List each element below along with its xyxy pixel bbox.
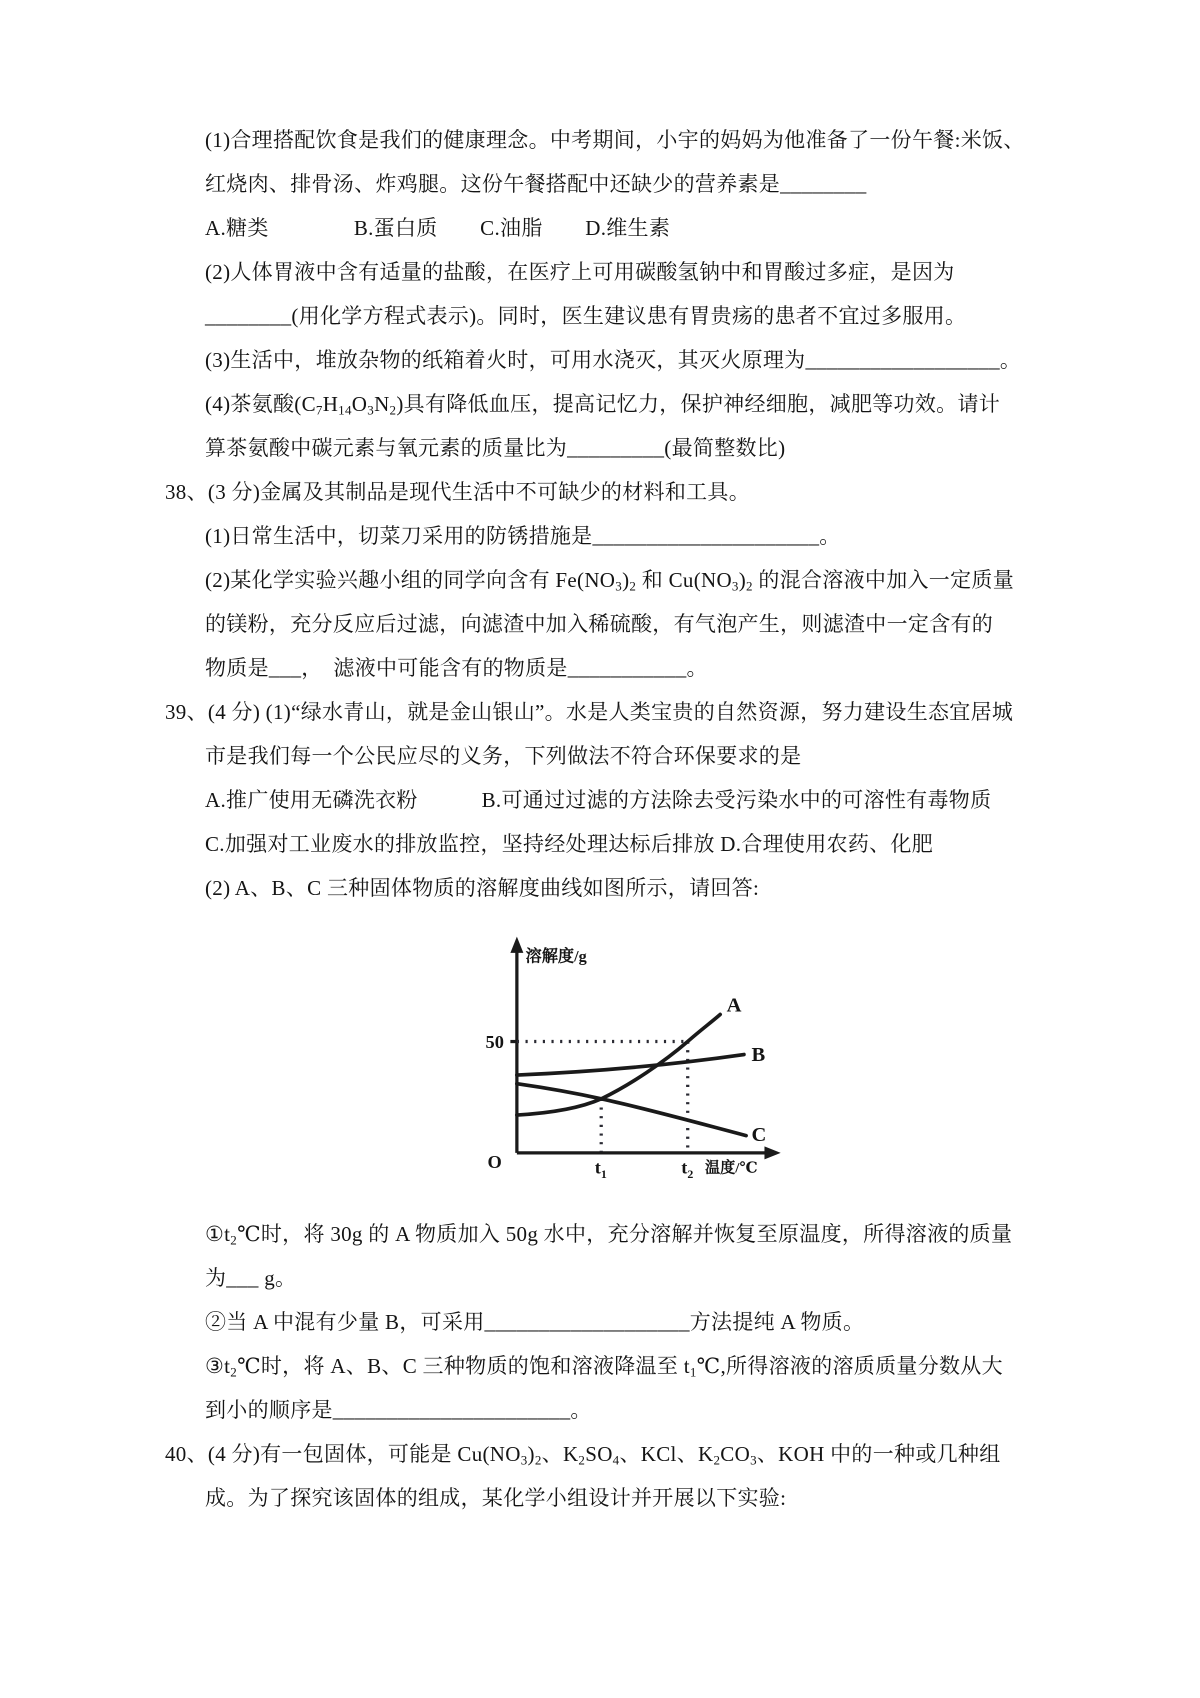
subscript-segment: 2	[389, 402, 397, 418]
text-segment: (4)茶氨酸(C	[205, 392, 316, 416]
subscript-segment: 3	[615, 578, 623, 594]
text-segment: CO	[720, 1442, 751, 1466]
text-segment: (1)合理搭配饮食是我们的健康理念。中考期间，小宇的妈妈为他准备了一份午餐:米饭、	[205, 128, 1025, 152]
text-line	[205, 646, 1080, 690]
text-segment: A.推广使用无磷洗衣粉 B.可通过过滤的方法除去受污染水中的可溶性有毒物质	[205, 788, 992, 812]
text-segment: ℃时，将 A、B、C 三种物质的饱和溶液降温至 t	[237, 1354, 690, 1378]
text-segment: 和 Cu(NO	[636, 568, 732, 592]
text-segment: ________(用化学方程式表示)。同时，医生建议患有胃贵疡的患者不宜过多服用。	[205, 304, 967, 328]
text-line	[165, 690, 1080, 734]
text-segment: )	[527, 1442, 535, 1466]
text-segment: ②当 A 中混有少量 B，可采用___________________方法提纯 A 物质。	[205, 1310, 865, 1334]
text-line	[205, 118, 1080, 162]
subscript-segment: 2	[230, 1364, 238, 1380]
subscript-segment: 2	[746, 578, 753, 594]
subscript-segment: 2	[230, 1232, 238, 1248]
text-segment: 38、(3 分)金属及其制品是现代生活中不可缺少的材料和工具。	[165, 480, 751, 504]
text-line	[165, 470, 1080, 514]
subscript-segment: 7	[315, 402, 323, 418]
subscript-segment: 3	[750, 1452, 757, 1468]
text-segment: (2)人体胃液中含有适量的盐酸，在医疗上可用碳酸氢钠中和胃酸过多症，是因为	[205, 260, 955, 284]
subscript-segment: 3	[520, 1452, 528, 1468]
y-axis-label: 溶解度/g	[525, 947, 587, 966]
text-segment: C.加强对工业废水的排放监控，坚持经处理达标后排放 D.合理使用农药、化肥	[205, 832, 934, 856]
text-segment: 、KOH 中的一种或几种组	[756, 1442, 1001, 1466]
subscript-segment: 3	[731, 578, 739, 594]
text-segment: 市是我们每一个公民应尽的义务，下列做法不符合环保要求的是	[205, 744, 802, 768]
question-text-block-bottom	[150, 1212, 1080, 1520]
text-segment: 39、(4 分) (1)“绿水青山，就是金山银山”。水是人类宝贵的自然资源，努力建设生态宜居城	[165, 700, 1014, 724]
solubility-chart	[150, 910, 1080, 1212]
y-tick-50-label: 50	[485, 1032, 504, 1053]
subscript-segment: 14	[338, 402, 352, 418]
curve-b	[517, 1055, 744, 1076]
text-line	[205, 558, 1080, 602]
subscript-segment: 3	[367, 402, 375, 418]
subscript-segment: 2	[534, 1452, 542, 1468]
text-segment: 40、(4 分)有一包固体，可能是 Cu(NO	[165, 1442, 521, 1466]
text-segment: (2) A、B、C 三种固体物质的溶解度曲线如图所示，请回答:	[205, 876, 760, 900]
text-line	[205, 162, 1080, 206]
text-line	[205, 734, 1080, 778]
text-segment: (2)某化学实验兴趣小组的同学向含有 Fe(NO	[205, 568, 616, 592]
text-line	[205, 1388, 1080, 1432]
text-line	[205, 382, 1080, 426]
text-segment: 的混合溶液中加入一定质量	[752, 568, 1014, 592]
text-line	[205, 250, 1080, 294]
text-segment: 为___ g。	[205, 1266, 297, 1290]
text-segment: 算茶氨酸中碳元素与氧元素的质量比为_________(最简整数比)	[205, 436, 786, 460]
subscript-segment: 1	[689, 1364, 697, 1380]
text-segment: A.糖类 B.蛋白质 C.油脂 D.维生素	[205, 216, 671, 240]
text-segment: N	[374, 392, 390, 416]
subscript-segment: 2	[578, 1452, 586, 1468]
question-text-block-top	[150, 118, 1080, 910]
text-line	[205, 514, 1080, 558]
text-line	[205, 1300, 1080, 1344]
text-line	[205, 1476, 1080, 1520]
text-segment: ℃,所得溶液的溶质质量分数从大	[696, 1354, 1003, 1378]
text-segment: 红烧肉、排骨汤、炸鸡腿。这份午餐搭配中还缺少的营养素是________	[205, 172, 867, 196]
text-line	[205, 822, 1080, 866]
text-line	[205, 426, 1080, 470]
document-body	[150, 118, 1080, 1520]
text-line	[205, 1344, 1080, 1388]
text-segment: (1)日常生活中，切菜刀采用的防锈措施是_____________________。	[205, 524, 841, 548]
curve-c	[517, 1084, 746, 1136]
text-segment: )具有降低血压，提高记忆力，保护神经细胞，减肥等功效。请计	[396, 392, 1001, 416]
text-segment: (3)生活中，堆放杂物的纸箱着火时，可用水浇灭，其灭火原理为__________________。	[205, 348, 1022, 372]
curve-b-label: B	[751, 1044, 766, 1066]
text-line	[165, 1432, 1080, 1476]
text-segment: H	[322, 392, 339, 416]
text-segment: 、KCl、K	[619, 1442, 714, 1466]
curve-a-label: A	[726, 994, 742, 1017]
x-axis-label: 温度/℃	[705, 1160, 758, 1177]
text-line	[205, 338, 1080, 382]
x-tick-t2-label: $t_2$	[681, 1157, 694, 1181]
text-segment: 到小的顺序是______________________。	[205, 1398, 592, 1422]
text-segment: )	[738, 568, 747, 592]
text-segment: ③t	[205, 1354, 231, 1378]
solubility-chart-svg	[452, 931, 798, 1191]
text-line	[205, 294, 1080, 338]
origin-label: O	[487, 1152, 502, 1173]
text-segment: )	[622, 568, 630, 592]
text-segment: ①t	[205, 1222, 231, 1246]
subscript-segment: 4	[612, 1452, 620, 1468]
curve-a	[517, 1015, 720, 1116]
subscript-segment: 2	[713, 1452, 721, 1468]
text-segment: 成。为了探究该固体的组成，某化学小组设计并开展以下实验:	[205, 1486, 787, 1510]
curve-c-label: C	[751, 1124, 767, 1147]
x-axis-arrow-icon	[764, 1146, 780, 1159]
text-segment: 物质是___， 滤液中可能含有的物质是___________。	[205, 656, 708, 680]
text-segment: 、K	[541, 1442, 579, 1466]
text-segment: SO	[585, 1442, 613, 1466]
text-line	[205, 1212, 1080, 1256]
y-axis-arrow-icon	[510, 937, 523, 953]
text-line	[205, 206, 1080, 250]
text-segment: 的镁粉，充分反应后过滤，向滤渣中加入稀硫酸，有气泡产生，则滤渣中一定含有的	[205, 612, 994, 636]
text-line	[205, 778, 1080, 822]
text-segment: ℃时，将 30g 的 A 物质加入 50g 水中，充分溶解并恢复至原温度，所得溶液的质量	[237, 1222, 1013, 1246]
x-tick-t1-label: $t_1$	[594, 1157, 607, 1181]
text-line	[205, 602, 1080, 646]
text-line	[205, 866, 1080, 910]
text-segment: O	[351, 392, 368, 416]
subscript-segment: 2	[629, 578, 637, 594]
text-line	[205, 1256, 1080, 1300]
